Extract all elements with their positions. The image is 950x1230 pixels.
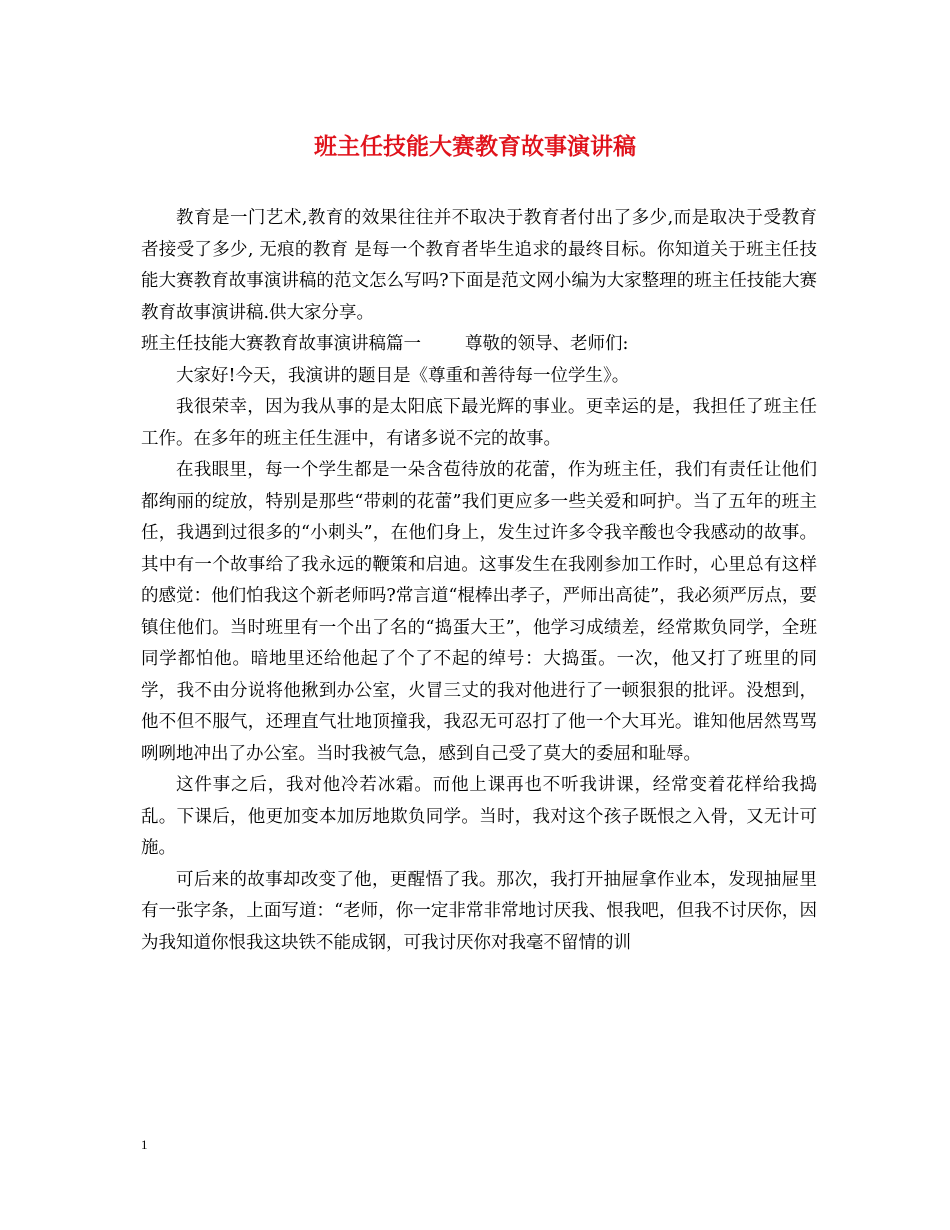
document-title: 班主任技能大赛教育故事演讲稿	[314, 133, 636, 160]
document-body	[141, 203, 817, 959]
section-heading-line	[141, 329, 817, 361]
body-paragraph-2: 我很荣幸，因为我从事的是太阳底下最光辉的事业。更幸运的是，我担任了班主任工作。在多年的班主任生涯中，有诸多说不完的故事。	[141, 397, 817, 449]
body-paragraph-1: 大家好!今天，我演讲的题目是《尊重和善待每一位学生》。	[176, 365, 630, 386]
body-paragraph-4: 这件事之后，我对他冷若冰霜。而他上课再也不听我讲课，经常变着花样给我捣乱。下课后，他更加变本加厉地欺负同学。当时，我对这个孩子既恨之入骨，又无计可施。	[141, 775, 817, 858]
salutation: 尊敬的领导、老师们:	[465, 334, 629, 354]
body-paragraph-5: 可后来的故事却改变了他，更醒悟了我。那次，我打开抽屉拿作业本，发现抽屉里有一张字条，上面写道：“老师，你一定非常非常地讨厌我、恨我吧，但我不讨厌你，因为我知道你恨我这块铁不能成钢，可我讨厌你对我毫不留情的训	[141, 869, 817, 953]
section-heading: 班主任技能大赛教育故事演讲稿篇一	[141, 334, 421, 354]
intro-paragraph: 教育是一门艺术,教育的效果往往并不取决于教育者付出了多少,而是取决于受教育者接受了多少, 无痕的教育 是每一个教育者毕生追求的最终目标。你知道关于班主任技能大赛教育故事演讲稿的范文怎么写吗?下面是范文网小编为大家整理的班主任技能大赛教育故事演讲稿.供大家分享。	[141, 208, 817, 323]
body-paragraph-3: 在我眼里，每一个学生都是一朵含苞待放的花蕾，作为班主任，我们有责任让他们都绚丽的绽放，特别是那些“带刺的花蕾”我们更应多一些关爱和呵护。当了五年的班主任，我遇到过很多的“小刺头”，在他们身上，发生过许多令我辛酸也令我感动的故事。其中有一个故事给了我永远的鞭策和启迪。这事发生在我刚参加工作时，心里总有这样的感觉：他们怕我这个新老师吗?常言道“棍棒出孝子，严师出高徒”，我必须严厉点，要镇住他们。当时班里有一个出了名的“捣蛋大王”，他学习成绩差，经常欺负同学，全班同学都怕他。暗地里还给他起了个了不起的绰号：大捣蛋。一次，他又打了班里的同学，我不由分说将他揪到办公室，火冒三丈的我对他进行了一顿狠狠的批评。没想到，他不但不服气，还理直气壮地顶撞我，我忍无可忍打了他一个大耳光。谁知他居然骂骂咧咧地冲出了办公室。当时我被气急，感到自己受了莫大的委屈和耻辱。	[141, 460, 817, 764]
page-number: 1	[141, 1137, 148, 1152]
